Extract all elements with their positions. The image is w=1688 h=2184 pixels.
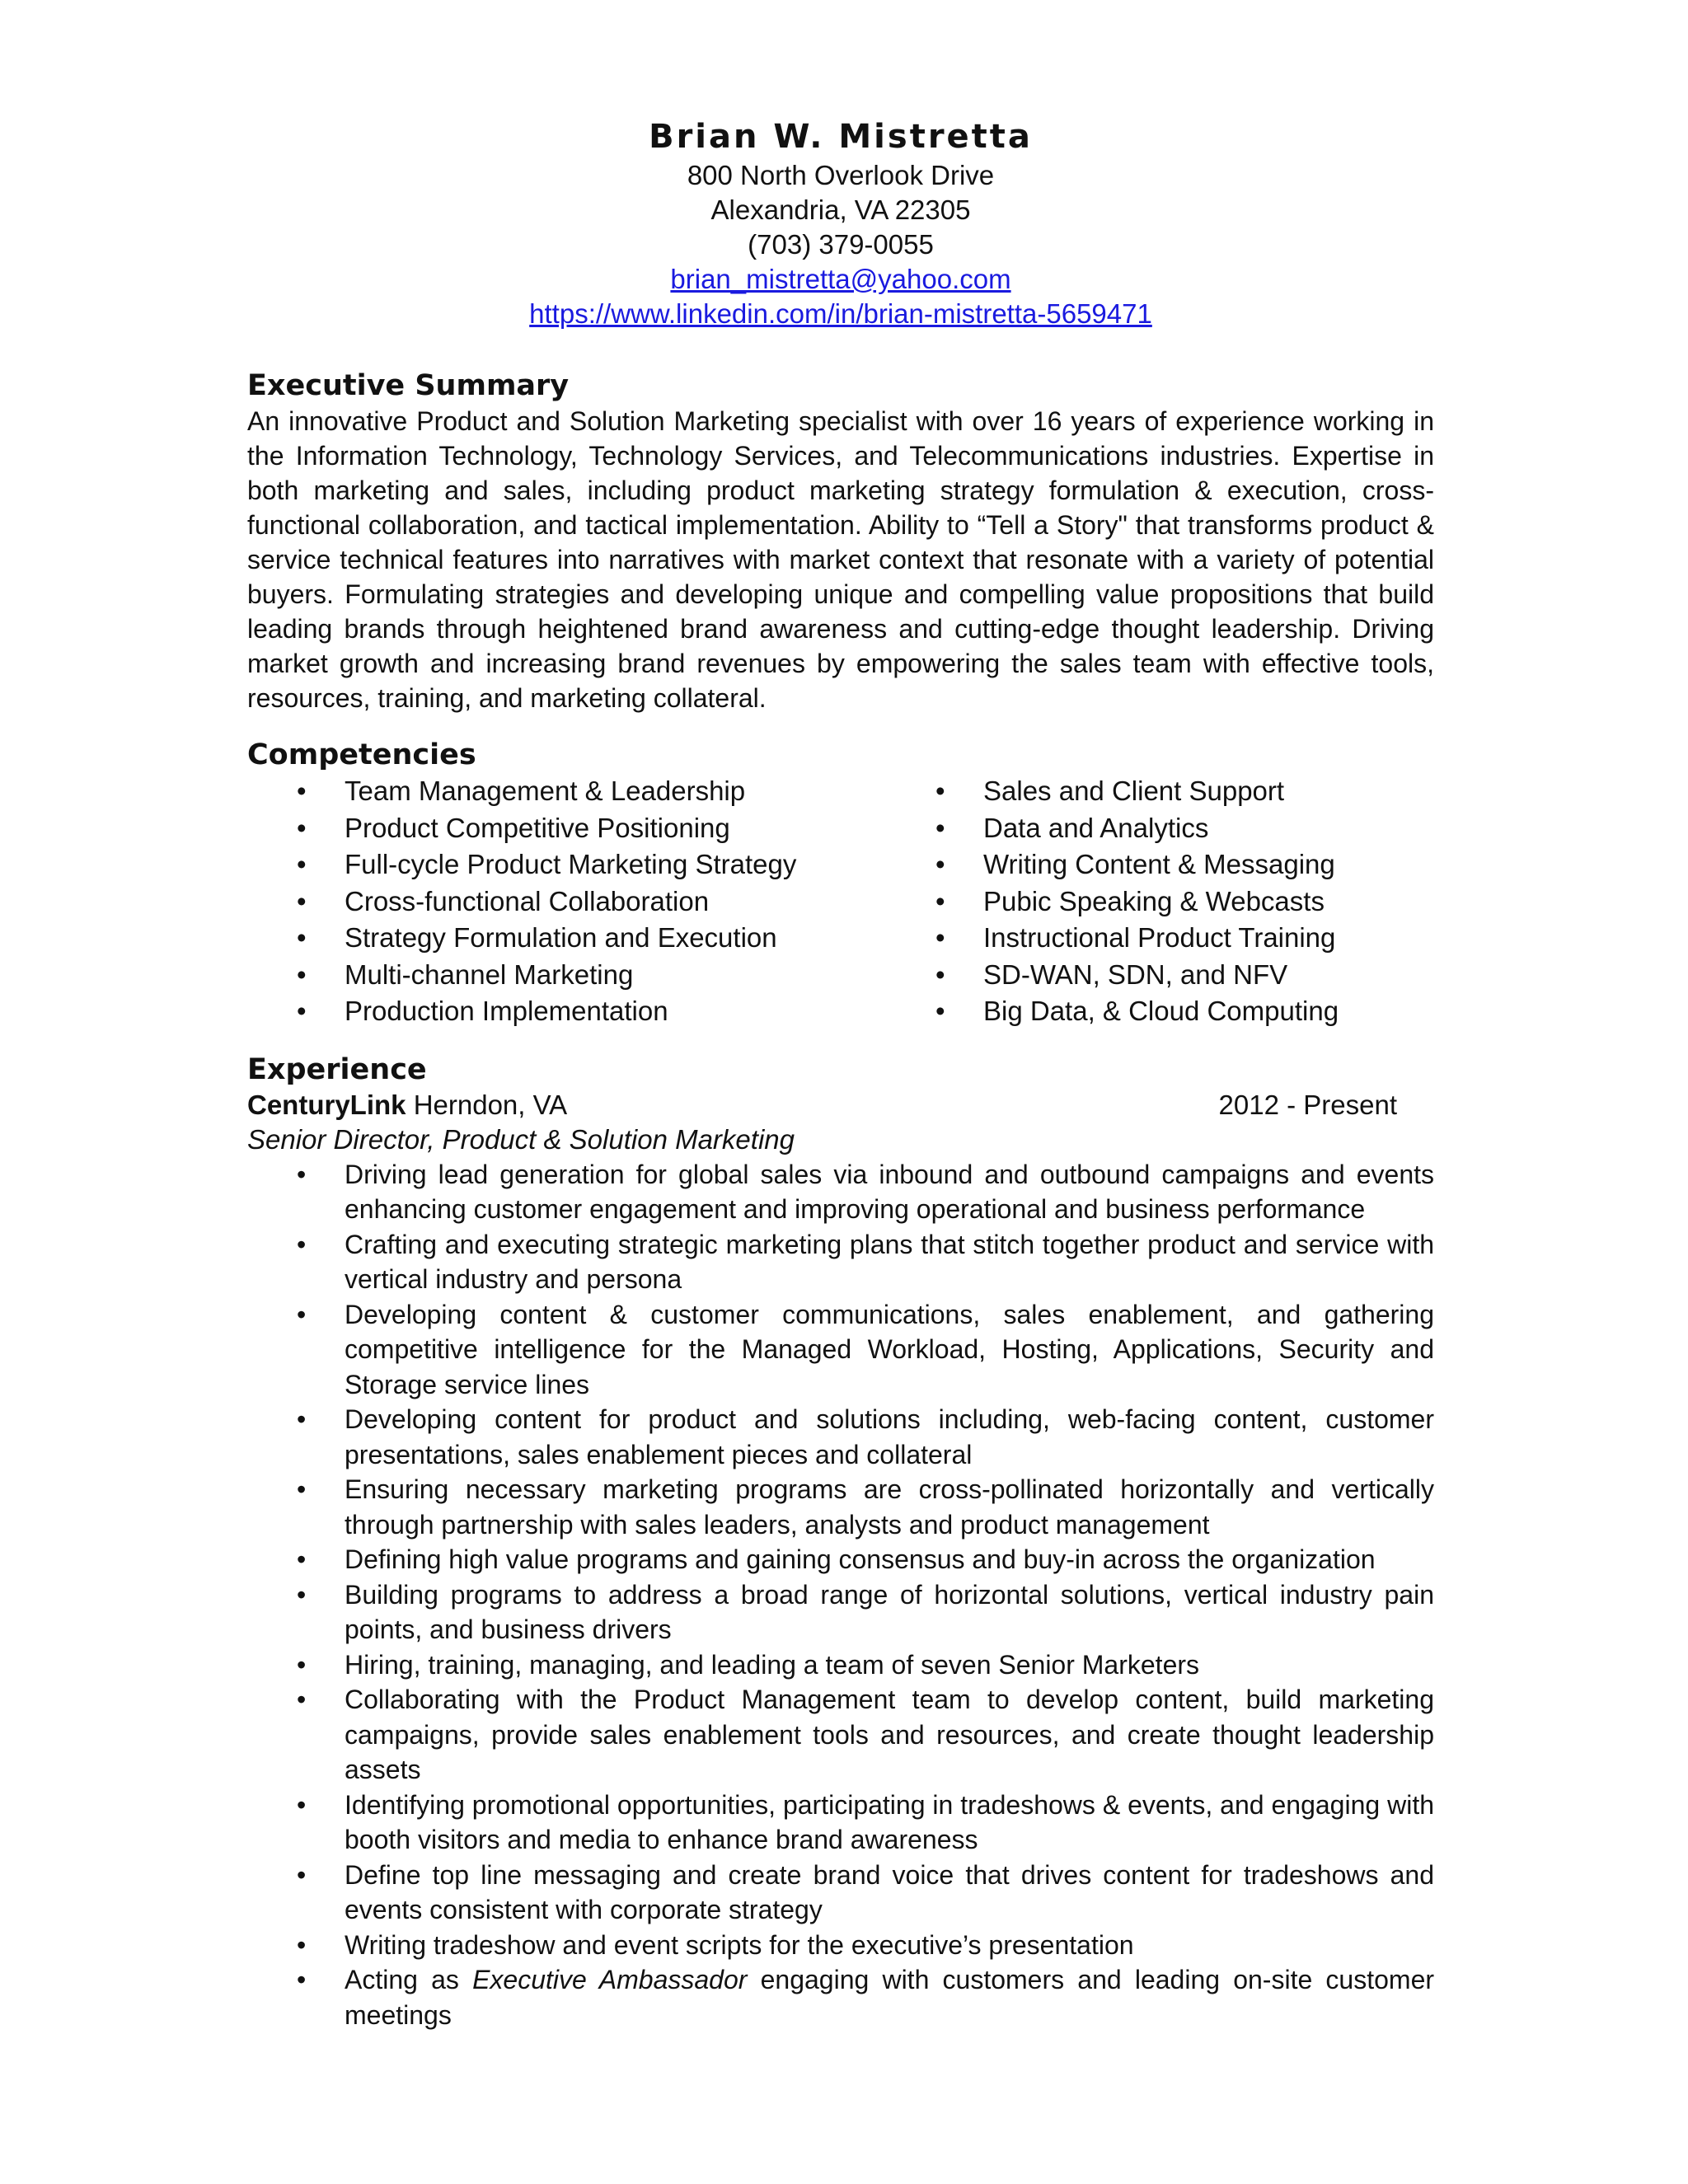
resume-page <box>247 115 1434 2032</box>
list-item: • Cross-functional Collaboration <box>247 883 886 921</box>
list-item: • Pubic Speaking & Webcasts <box>886 883 1381 921</box>
linkedin-link[interactable]: https://www.linkedin.com/in/brian-mistretta-5659471 <box>529 298 1152 329</box>
bullet: • <box>297 849 307 879</box>
bullet: • <box>297 1789 307 1820</box>
emphasis-text: Executive Ambassador <box>472 1965 748 1994</box>
bullet: • <box>297 958 307 990</box>
list-item: • Big Data, & Cloud Computing <box>886 993 1381 1030</box>
bullet: • <box>297 996 307 1026</box>
bullet: • <box>935 812 945 843</box>
list-item: • Sales and Client Support <box>886 773 1381 810</box>
company-location: Herndon, VA <box>406 1089 568 1120</box>
list-item: • Writing tradeshow and event scripts for the executive’s presentation <box>247 1928 1434 1963</box>
address-line-1: 800 North Overlook Drive <box>687 160 995 190</box>
list-item: • Ensuring necessary marketing programs are cross-pollinated horizontally and vertically through partnership with sales leaders, analysts and product management <box>247 1472 1434 1542</box>
duties-list <box>247 1157 1434 2033</box>
list-item: • Team Management & Leadership <box>247 773 886 810</box>
bullet: • <box>935 996 945 1026</box>
bullet: • <box>935 885 945 916</box>
bullet: • <box>297 885 307 916</box>
list-item: • Data and Analytics <box>886 810 1381 847</box>
list-item: • SD-WAN, SDN, and NFV <box>886 957 1381 994</box>
list-item: • Multi-channel Marketing <box>247 957 886 994</box>
bullet: • <box>297 1649 307 1680</box>
bullet: • <box>297 1965 307 1994</box>
bullet: • <box>935 849 945 879</box>
bullet: • <box>935 776 945 806</box>
company-name: CenturyLink <box>247 1089 406 1120</box>
list-item: • Hiring, training, managing, and leading a team of seven Senior Marketers <box>247 1647 1434 1683</box>
phone-number: (703) 379-0055 <box>748 229 934 260</box>
address-line-2: Alexandria, VA 22305 <box>710 194 971 225</box>
bullet: • <box>297 1229 307 1259</box>
job-header <box>247 1088 1397 1122</box>
resume-header <box>247 115 1434 331</box>
summary-heading: Executive Summary <box>247 369 570 402</box>
list-item: • Crafting and executing strategic marketing plans that stitch together product and service with vertical industry and persona <box>247 1227 1434 1297</box>
bullet: • <box>297 776 307 806</box>
list-item: • Product Competitive Positioning <box>247 810 886 847</box>
bullet: • <box>297 1685 307 1714</box>
list-item: • Acting as Executive Ambassador engaging with customers and leading on-site customer meetings <box>247 1962 1434 2032</box>
list-item: • Full-cycle Product Marketing Strategy <box>247 846 886 883</box>
bullet: • <box>297 922 307 953</box>
email-link[interactable]: brian_mistretta@yahoo.com <box>670 264 1011 294</box>
bullet: • <box>297 1859 307 1890</box>
list-item: • Building programs to address a broad range of horizontal solutions, vertical industry pain points, and business drivers <box>247 1577 1434 1647</box>
list-item: • Instructional Product Training <box>886 920 1381 957</box>
list-item: • Defining high value programs and gaining consensus and buy-in across the organization <box>247 1542 1434 1577</box>
bullet: • <box>297 1544 307 1574</box>
list-item: • Identifying promotional opportunities, participating in tradeshows & events, and engaging with booth visitors and media to enhance brand awareness <box>247 1788 1434 1858</box>
bullet: • <box>935 922 945 953</box>
bullet: • <box>935 958 945 990</box>
bullet: • <box>297 1159 307 1189</box>
bullet: • <box>297 812 307 843</box>
bullet: • <box>297 1579 307 1610</box>
competencies-heading: Competencies <box>247 738 476 771</box>
list-item: • Developing content & customer communications, sales enablement, and gathering competitive intelligence for the Managed Workload, Hosting, Applications, Security and Storage service lines <box>247 1297 1434 1403</box>
list-item: • Developing content for product and solutions including, web-facing content, customer presentations, sales enablement pieces and collateral <box>247 1402 1434 1472</box>
list-item: • Production Implementation <box>247 993 886 1030</box>
job-title: Senior Director, Product & Solution Marketing <box>247 1123 795 1155</box>
bullet: • <box>297 1929 307 1960</box>
job-dates: 2012 - Present <box>1218 1089 1397 1120</box>
competencies-right-list <box>886 773 1381 1030</box>
summary-text: An innovative Product and Solution Marketing specialist with over 16 years of experience working in the Information Technology, Technology Services, and Telecommunications industries. Expertise in both marketing and sales, including product marketing strategy formulation & execution, cross-functional collaboration, and tactical implementation. Ability to “Tell a Story" that transforms product & service technical features into narratives with market context that resonate with a variety of potential buyers. Formulating strategies and developing unique and compelling value propositions that build leading brands through heightened brand awareness and cutting-edge thought leadership. Driving market growth and increasing brand revenues by empowering the sales team with effective tools, resources, training, and marketing collateral. <box>247 406 1434 713</box>
list-item: • Define top line messaging and create brand voice that drives content for tradeshows and events consistent with corporate strategy <box>247 1858 1434 1928</box>
job-employer <box>247 1088 567 1122</box>
list-item: • Driving lead generation for global sales via inbound and outbound campaigns and events enhancing customer engagement and improving operational and business performance <box>247 1157 1434 1227</box>
candidate-name: Brian W. Mistretta <box>649 118 1033 156</box>
bullet: • <box>297 1474 307 1504</box>
bullet: • <box>297 1404 307 1434</box>
competencies-grid <box>247 773 1434 1030</box>
list-item: • Writing Content & Messaging <box>886 846 1381 883</box>
experience-heading: Experience <box>247 1052 427 1086</box>
list-item: • Strategy Formulation and Execution <box>247 920 886 957</box>
bullet: • <box>297 1299 307 1329</box>
list-item: • Collaborating with the Product Management team to develop content, build marketing campaigns, provide sales enablement tools and resources, and create thought leadership assets <box>247 1682 1434 1788</box>
competencies-left-list <box>247 773 886 1030</box>
